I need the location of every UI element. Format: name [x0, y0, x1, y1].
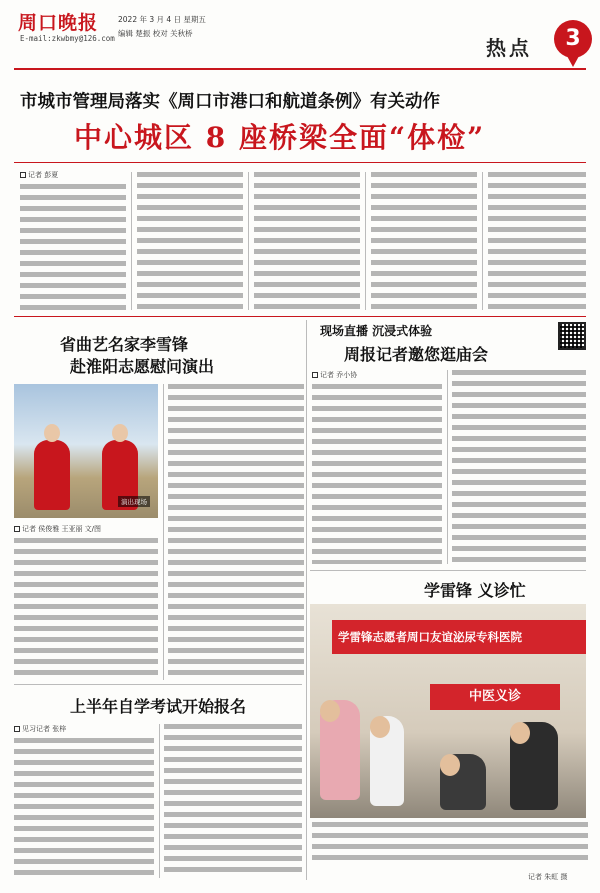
- column-divider: [447, 370, 448, 564]
- exam-headline: 上半年自学考试开始报名: [70, 697, 247, 716]
- column-divider: [159, 724, 160, 878]
- volunteer-figure: [320, 700, 360, 800]
- column-divider: [482, 172, 483, 310]
- patient-figure: [440, 754, 486, 810]
- column-divider: [163, 384, 164, 680]
- doctor-figure: [370, 716, 404, 806]
- live-byline: 记者 乔小协: [312, 370, 357, 380]
- lead-body-col-2: [137, 172, 243, 310]
- artist-byline: 记者 侯俊雅 王亚丽 文/图: [14, 524, 101, 534]
- exam-body-col-2: [164, 724, 302, 878]
- clinic-headline: 学雷锋 义诊忙: [424, 581, 526, 600]
- live-kicker: 现场直播 沉浸式体验: [320, 324, 433, 338]
- column-divider: [365, 172, 366, 310]
- artist-body-col-2: [168, 384, 304, 680]
- exam-byline: 见习记者 张梓: [14, 724, 66, 734]
- lead-body-col-3: [254, 172, 360, 310]
- lead-body-col-5: [488, 172, 586, 310]
- elder-figure: [510, 722, 558, 810]
- lead-headline: 中心城区 8 座桥梁全面“体检”: [74, 121, 486, 154]
- byline-box-icon: [14, 526, 20, 532]
- lead-rule: [14, 162, 586, 163]
- section-label: 热点: [486, 36, 532, 60]
- qr-code-icon[interactable]: [558, 322, 586, 350]
- byline-box-icon: [312, 372, 318, 378]
- photo-caption: 演出现场: [118, 496, 150, 507]
- section-divider: [306, 320, 307, 880]
- lead-byline: 记者 彭夏: [20, 170, 58, 180]
- column-divider: [131, 172, 132, 310]
- performer-figure: [34, 440, 70, 510]
- artist-headline-line2: 赴淮阳志愿慰问演出: [70, 357, 215, 376]
- section-rule: [14, 316, 586, 317]
- newspaper-logo: 周口晚报: [18, 12, 99, 34]
- lead-kicker: 市城市管理局落实《周口市港口和航道条例》有关动作: [20, 92, 440, 112]
- masthead-rule: [14, 68, 586, 70]
- byline-box-icon: [20, 172, 26, 178]
- live-body-col-1: [312, 384, 442, 564]
- performers-photo: [14, 384, 158, 518]
- column-divider: [248, 172, 249, 310]
- live-headline: 周报记者邀您逛庙会: [344, 345, 489, 364]
- editor-credits: 编辑 楚振 校对 关秋桥: [118, 29, 193, 38]
- clinic-banner: 学雷锋志愿者周口友谊泌尿专科医院: [332, 620, 586, 654]
- clinic-sub-banner: 中医义诊: [430, 684, 560, 710]
- byline-box-icon: [14, 726, 20, 732]
- masthead-email: E-mail:zkwbmy@126.com: [20, 34, 115, 43]
- clinic-byline: 记者 朱虹 摄: [528, 873, 568, 881]
- artist-body-col-1: [14, 538, 158, 678]
- clinic-photo: [310, 604, 586, 818]
- exam-body-col-1: [14, 738, 154, 878]
- lead-body-col-4: [371, 172, 477, 310]
- page-number-badge: 3: [554, 20, 592, 58]
- section-rule: [310, 570, 586, 571]
- clinic-caption-text: [312, 822, 588, 866]
- live-body-col-2: [452, 370, 586, 564]
- lead-body-col-1: [20, 184, 126, 310]
- section-rule: [14, 684, 302, 685]
- artist-headline-line1: 省曲艺名家李雪锋: [60, 335, 189, 354]
- masthead: [0, 0, 600, 82]
- dateline: 2022 年 3 月 4 日 星期五: [118, 15, 206, 24]
